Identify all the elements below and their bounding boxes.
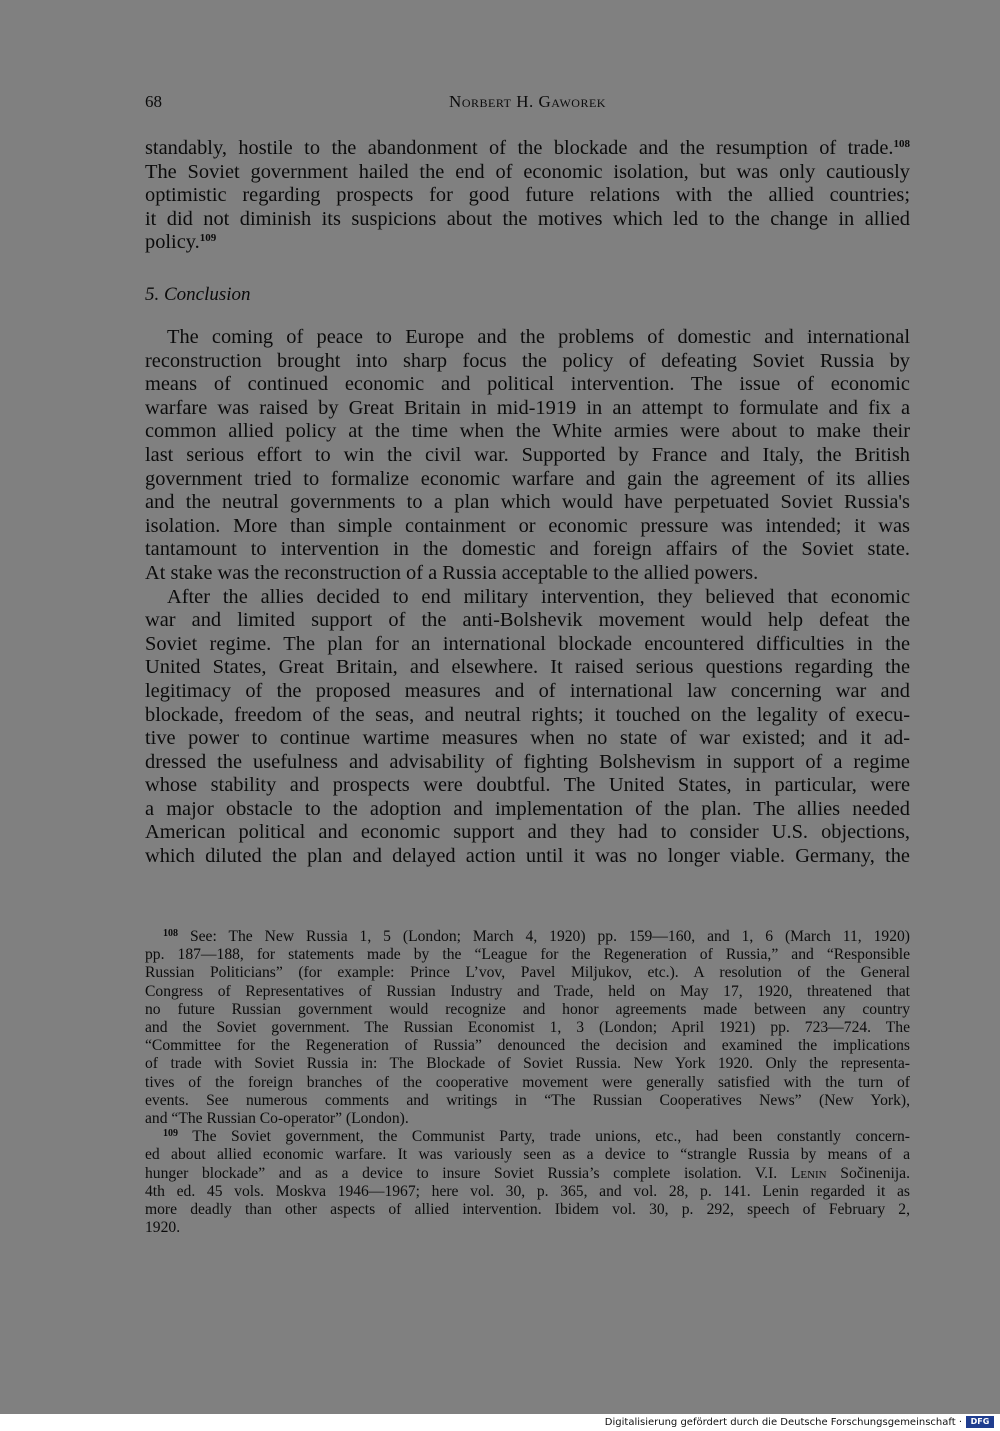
text-line: reconstruction brought into sharp focus the policy of defeating Soviet Russia by xyxy=(145,349,910,372)
footnote-line: Russian Politicians” (for example: Prince L’vov, Pavel Miljukov, etc.). A resolution of the General xyxy=(145,964,910,982)
footnote-line: Congress of Representatives of Russian Industry and Trade, held on May 17, 1920, threatened that xyxy=(145,982,910,1000)
text-line: United States, Great Britain, and elsewhere. It raised serious questions regarding the xyxy=(145,656,910,679)
text-line: whose stability and prospects were doubtful. The United States, in particular, were xyxy=(145,774,910,797)
text-line: optimistic regarding prospects for good future relations with the allied countries; xyxy=(145,184,910,207)
footnote-marker: 108 xyxy=(163,928,178,939)
footnote-line: “Committee for the Regeneration of Russia” denounced the decision and examined the implications xyxy=(145,1037,910,1055)
text-line: war and limited support of the anti-Bolshevik movement would help defeat the xyxy=(145,609,910,632)
page-header xyxy=(145,92,910,116)
footnote-line: pp. 187—188, for statements made by the “League for the Regeneration of Russia,” and “Responsible xyxy=(145,946,910,964)
footnote-line: no future Russian government would recognize and honor agreements made between any country xyxy=(145,1000,910,1018)
text-line: The coming of peace to Europe and the problems of domestic and international xyxy=(167,326,910,348)
text-line: last serious effort to win the civil war. Supported by France and Italy, the British xyxy=(145,443,910,466)
text-line: American political and economic support and they had to consider U.S. objections, xyxy=(145,821,910,844)
footnotes xyxy=(145,928,910,1237)
footnote-marker: 109 xyxy=(163,1128,178,1140)
footnote-109: $^{109}$ The Soviet government, the Communist Party, trade unions, etc., had been constantly concern- xyxy=(163,1128,910,1146)
page-number: 68 xyxy=(145,92,162,111)
funding-credit: Digitalisierung gefördert durch die Deutsche Forschungsgemeinschaft · xyxy=(604,1417,962,1428)
footnote-line: 1920. xyxy=(145,1219,181,1237)
text-line: The Soviet government hailed the end of economic isolation, but was only cautiously xyxy=(145,160,910,183)
text-line: blockade, freedom of the seas, and neutral rights; it touched on the legality of execu- xyxy=(145,703,910,726)
author-name: Lenin xyxy=(790,1164,827,1182)
footnote-line: hunger blockade” and as a device to insure Soviet Russia’s complete isolation. V.I. Lenin Sočinenija. xyxy=(145,1164,911,1182)
conclusion-text xyxy=(145,326,910,869)
text-line: policy.$^{109}$ xyxy=(145,231,217,254)
text-line: common allied policy at the time when the White armies were about to make their xyxy=(145,420,910,443)
text-line: warfare was raised by Great Britain in mid-1919 in an attempt to formulate and fix a xyxy=(145,396,910,419)
footer-bar xyxy=(0,1414,1000,1431)
footnote-ref-109: 109 xyxy=(199,232,217,245)
footnote-line: events. See numerous comments and writings in “The Russian Cooperatives News” (New York), xyxy=(145,1091,910,1109)
dfg-logo-icon: DFG xyxy=(966,1416,994,1428)
footnote-line: tives of the foreign branches of the cooperative movement were generally satisfied with the turn of xyxy=(145,1073,910,1091)
text-line: standably, hostile to the abandonment of the blockade and the resumption of trade.$^{108}$ xyxy=(145,137,910,159)
body-paragraph-continued xyxy=(145,137,910,255)
text-line: tive power to continue wartime measures when no state of war existed; and it ad- xyxy=(145,727,910,750)
footnote-ref-108: 108 xyxy=(893,138,910,150)
text-line: a major obstacle to the adoption and implementation of the plan. The allies needed xyxy=(145,797,910,820)
text-line: Soviet regime. The plan for an international blockade encountered difficulties in the xyxy=(145,632,910,655)
footnote-line: and “The Russian Co-operator” (London). xyxy=(145,1110,409,1128)
text-line: At stake was the reconstruction of a Russia acceptable to the allied powers. xyxy=(145,561,759,584)
text-line: After the allies decided to end military intervention, they believed that economic xyxy=(167,585,910,608)
text-line: means of continued economic and political intervention. The issue of economic xyxy=(145,373,910,396)
footnote-line: ed about allied economic warfare. It was variously seen as a device to “strangle Russia by means of a xyxy=(145,1146,910,1164)
footnote-108: $^{108}$ See: The New Russia 1, 5 (London; March 4, 1920) pp. 159—160, and 1, 6 (March 11, 1920) xyxy=(163,928,911,945)
text-line: legitimacy of the proposed measures and of international law concerning war and xyxy=(145,679,910,702)
section-heading: 5. Conclusion xyxy=(145,284,251,305)
running-head: Norbert H. Gaworek xyxy=(449,92,606,111)
text-line: and the neutral governments to a plan which would have perpetuated Soviet Russia's xyxy=(145,491,910,514)
text-line: it did not diminish its suspicions about the motives which led to the change in allied xyxy=(145,207,910,230)
footnote-line: 4th ed. 45 vols. Moskva 1946—1967; here vol. 30, p. 365, and vol. 28, p. 141. Lenin regarded it as xyxy=(145,1182,910,1200)
text-line: dressed the usefulness and advisability of fighting Bolshevism in support of a regime xyxy=(145,750,910,773)
footnote-line: and the Soviet government. The Russian Economist 1, 3 (London; April 1921) pp. 723—724. The xyxy=(145,1019,910,1037)
text-line: isolation. More than simple containment or economic pressure was intended; it was xyxy=(145,514,910,537)
footnote-line: of trade with Soviet Russia in: The Blockade of Soviet Russia. New York 1920. Only the representa- xyxy=(145,1055,910,1073)
text-line: tantamount to intervention in the domestic and foreign affairs of the Soviet state. xyxy=(145,538,910,561)
text-line: which diluted the plan and delayed action until it was no longer viable. Germany, the xyxy=(145,845,910,868)
footnote-line: more deadly than other aspects of allied intervention. Ibidem vol. 30, p. 292, speech of February 2, xyxy=(145,1201,910,1219)
text-line: government tried to formalize economic warfare and gain the agreement of its allies xyxy=(145,467,910,490)
